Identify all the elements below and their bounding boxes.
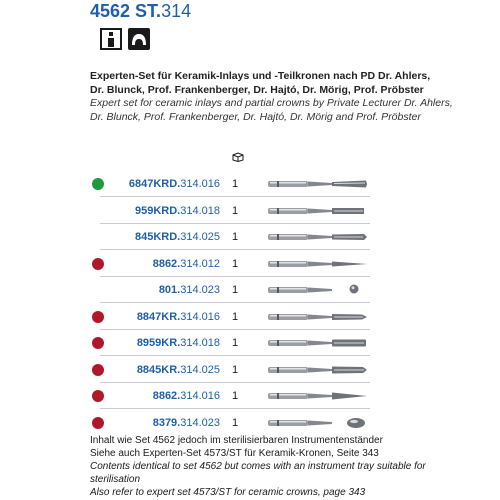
instrument-row: [0, 202, 500, 222]
bur-image: [268, 255, 368, 273]
instrument-row: [0, 308, 500, 328]
row-divider: [100, 302, 370, 303]
footer-en-line-2: sterilisation: [90, 474, 141, 485]
instrument-row: [0, 175, 500, 195]
instrument-code-sub: 314.023: [180, 284, 220, 296]
bur-image: [268, 414, 368, 432]
instrument-code-sub: 314.016: [180, 311, 220, 323]
instrument-code: [137, 364, 220, 377]
instrument-quantity: 1: [232, 258, 239, 270]
instrument-quantity: 1: [232, 178, 239, 190]
footer-en-line-3: Also refer to expert set 4573/ST for ceramic crowns, page 343: [90, 487, 366, 498]
row-divider: [100, 382, 370, 383]
instrument-code-sub: 314.023: [180, 417, 220, 429]
instrument-code-main: 8379.: [152, 417, 181, 429]
instrument-code-main: 8862.: [152, 390, 181, 402]
instrument-code: [135, 231, 220, 244]
instrument-row: [0, 255, 500, 275]
package-icon: [232, 152, 244, 162]
instrument-code-main: 8847KR.: [136, 311, 181, 323]
instrument-code-sub: 314.025: [180, 364, 220, 376]
description-en-line-2: Dr. Blunck, Prof. Frankenberger, Dr. Hajtó, Dr. Mörig and Prof. Pröbster: [90, 110, 421, 123]
instrument-row: [0, 281, 500, 301]
red-marker: [92, 364, 104, 376]
instrument-code-main: 6847KRD.: [128, 178, 181, 190]
instrument-code-sub: 314.018: [180, 205, 220, 217]
instrument-code: [153, 390, 220, 403]
title-sub: 314: [161, 1, 192, 21]
instrument-quantity: 1: [232, 311, 239, 323]
instrument-code-main: 8862.: [152, 258, 181, 270]
instrument-quantity: 1: [232, 231, 239, 243]
row-divider: [100, 196, 370, 197]
red-marker: [92, 258, 104, 270]
instrument-quantity: 1: [232, 337, 239, 349]
footer-de-line-1: Inhalt wie Set 4562 jedoch im sterilisierbaren Instrumentenständer: [90, 435, 383, 446]
footer-de-line-2: Siehe auch Experten-Set 4573/ST für Keramik-Kronen, Seite 343: [90, 448, 379, 459]
row-divider: [100, 408, 370, 409]
row-divider: [100, 355, 370, 356]
bur-image: [268, 308, 368, 326]
description-en-line-1: Expert set for ceramic inlays and partial crowns by Private Lecturer Dr. Ahlers,: [90, 97, 453, 109]
instrument-quantity: 1: [232, 390, 239, 402]
instrument-code: [137, 337, 220, 350]
red-marker: [92, 417, 104, 429]
title-main: 4562 ST.: [90, 1, 162, 21]
instrument-row: [0, 387, 500, 407]
info-icon: [100, 28, 122, 50]
bur-image: [268, 361, 368, 379]
footer-notes: [90, 434, 490, 499]
row-divider: [100, 276, 370, 277]
row-divider: [100, 249, 370, 250]
instrument-row: [0, 414, 500, 434]
instrument-code-sub: 314.016: [180, 390, 220, 402]
row-divider: [100, 223, 370, 224]
instrument-code-main: 801.: [158, 284, 181, 296]
red-marker: [92, 390, 104, 402]
bur-image: [268, 281, 368, 299]
instrument-code: [159, 284, 220, 297]
description-de-line-1: Experten-Set für Keramik-Inlays und -Teilkronen nach PD Dr. Ahlers,: [90, 70, 431, 82]
instrument-row: [0, 334, 500, 354]
instrument-code-sub: 314.016: [180, 178, 220, 190]
instrument-code-sub: 314.018: [180, 337, 220, 349]
bur-image: [268, 228, 368, 246]
bur-image: [268, 175, 368, 193]
instrument-code: [137, 311, 220, 324]
instrument-code-main: 8845KR.: [136, 364, 181, 376]
instrument-code: [153, 258, 220, 271]
green-marker: [92, 178, 104, 190]
instrument-row: [0, 361, 500, 381]
red-marker: [92, 337, 104, 349]
instrument-code-main: 845KRD.: [134, 231, 181, 243]
tooth-icon: [128, 28, 150, 50]
footer-en-line-1: Contents identical to set 4562 but comes with an instrument tray suitable for: [90, 461, 426, 472]
page-title: [90, 0, 191, 22]
instrument-row: [0, 228, 500, 248]
description-de-line-2: Dr. Blunck, Prof. Frankenberger, Dr. Hajtó, Dr. Mörig, Prof. Pröbster: [90, 83, 424, 96]
instrument-code: [135, 205, 220, 218]
instrument-code: [129, 178, 220, 191]
instrument-quantity: 1: [232, 205, 239, 217]
row-divider: [100, 329, 370, 330]
bur-image: [268, 334, 368, 352]
instrument-code-main: 8959KR.: [136, 337, 181, 349]
instrument-quantity: 1: [232, 364, 239, 376]
bur-image: [268, 202, 368, 220]
instrument-code-main: 959KRD.: [134, 205, 181, 217]
red-marker: [92, 311, 104, 323]
instrument-code: [153, 417, 220, 430]
instrument-code-sub: 314.025: [180, 231, 220, 243]
instrument-code-sub: 314.012: [180, 258, 220, 270]
set-description: [90, 70, 490, 124]
instrument-quantity: 1: [232, 284, 239, 296]
bur-image: [268, 387, 368, 405]
instrument-quantity: 1: [232, 417, 239, 429]
